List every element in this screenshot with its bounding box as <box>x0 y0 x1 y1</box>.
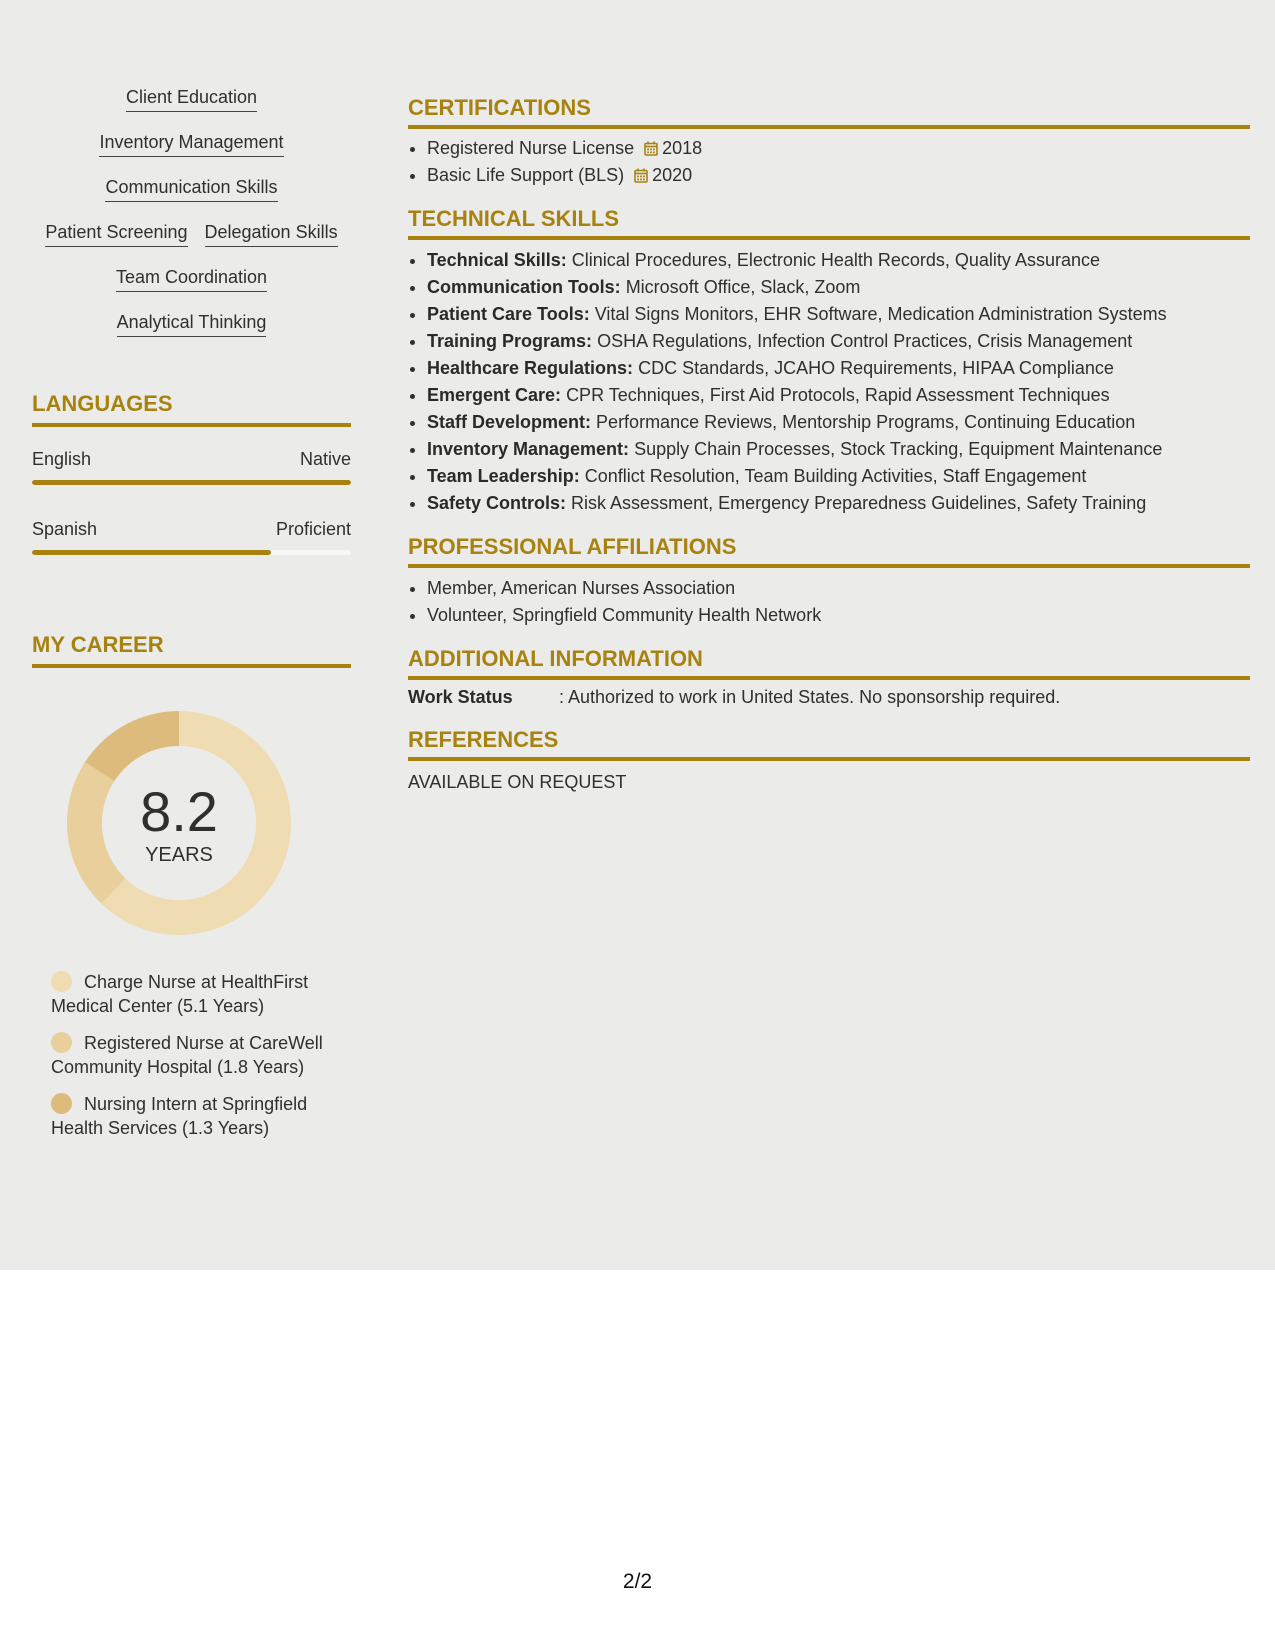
career-legend <box>51 970 341 1153</box>
skill-tag: Communication Skills <box>105 176 277 202</box>
languages-heading: LANGUAGES <box>32 391 351 427</box>
technical-skill-label: Safety Controls: <box>427 493 567 513</box>
technical-skill-label: Staff Development: <box>427 412 592 432</box>
certification-year: 2018 <box>662 138 703 158</box>
language-level: Native <box>299 449 351 469</box>
donut-center <box>66 710 292 936</box>
language-level: Proficient <box>275 519 351 539</box>
language-item <box>32 519 351 555</box>
career-legend-item <box>51 1031 341 1079</box>
technical-skills-heading: TECHNICAL SKILLS <box>408 206 1250 240</box>
certification-item <box>427 135 1269 162</box>
calendar-icon <box>644 141 658 156</box>
technical-skill-item <box>427 409 1269 436</box>
technical-skill-label: Team Leadership: <box>427 466 580 486</box>
technical-skill-value: Risk Assessment, Emergency Preparedness Guidelines, Safety Training <box>571 493 1147 513</box>
career-legend-item <box>51 1092 341 1140</box>
technical-skill-label: Inventory Management: <box>427 439 630 459</box>
technical-skill-value: CDC Standards, JCAHO Requirements, HIPAA Compliance <box>638 358 1114 378</box>
skills-tag-cloud <box>32 86 351 356</box>
work-status-row <box>408 687 1060 708</box>
certification-year: 2020 <box>652 165 693 185</box>
skill-row <box>32 311 351 356</box>
technical-skill-label: Patient Care Tools: <box>427 304 590 324</box>
technical-skill-value: Clinical Procedures, Electronic Health Records, Quality Assurance <box>571 250 1100 270</box>
certifications-heading: CERTIFICATIONS <box>408 95 1250 129</box>
skill-tag: Delegation Skills <box>205 221 338 247</box>
language-row <box>32 519 351 540</box>
skill-tag: Client Education <box>126 86 257 112</box>
technical-skill-label: Training Programs: <box>427 331 593 351</box>
technical-skill-value: Supply Chain Processes, Stock Tracking, Equipment Maintenance <box>634 439 1163 459</box>
affiliation-item: • Volunteer, Springfield Community Health Network <box>427 602 1269 629</box>
skill-row <box>32 221 351 266</box>
technical-skill-item <box>427 301 1269 328</box>
affiliations-heading: PROFESSIONAL AFFILIATIONS <box>408 534 1250 568</box>
skill-row <box>32 86 351 131</box>
language-level-track <box>32 480 351 485</box>
language-row <box>32 449 351 470</box>
language-level-fill <box>32 550 271 555</box>
technical-skill-item <box>427 382 1269 409</box>
certification-name: Basic Life Support (BLS) <box>427 165 625 185</box>
additional-info-heading: ADDITIONAL INFORMATION <box>408 646 1250 680</box>
legend-color-dot <box>51 1032 72 1053</box>
skill-tag: Team Coordination <box>116 266 267 292</box>
legend-color-dot <box>51 1093 72 1114</box>
work-status-value: : Authorized to work in United States. No sponsorship required. <box>559 687 1061 707</box>
language-level-track <box>32 550 351 555</box>
skill-row <box>32 131 351 176</box>
affiliation-item: • Member, American Nurses Association <box>427 575 1269 602</box>
skill-row <box>32 266 351 311</box>
work-status-label: Work Status <box>408 687 513 707</box>
technical-skill-label: Healthcare Regulations: <box>427 358 634 378</box>
technical-skill-label: Communication Tools: <box>427 277 621 297</box>
career-total-unit: YEARS <box>145 843 213 866</box>
certification-item <box>427 162 1269 189</box>
technical-skill-label: Emergent Care: <box>427 385 562 405</box>
technical-skill-value: Microsoft Office, Slack, Zoom <box>625 277 861 297</box>
career-legend-label: Nursing Intern at Springfield Health Services (1.3 Years) <box>51 1094 308 1138</box>
technical-skill-value: Performance Reviews, Mentorship Programs, Continuing Education <box>596 412 1136 432</box>
legend-color-dot <box>51 971 72 992</box>
affiliations-list <box>408 575 1269 629</box>
technical-skill-label: Technical Skills: <box>427 250 567 270</box>
career-legend-label: Registered Nurse at CareWell Community Hospital (1.8 Years) <box>51 1033 323 1077</box>
career-legend-item <box>51 970 341 1018</box>
certifications-list <box>408 135 1269 189</box>
technical-skill-value: CPR Techniques, First Aid Protocols, Rapid Assessment Techniques <box>566 385 1110 405</box>
technical-skill-item <box>427 355 1269 382</box>
language-name: English <box>32 449 92 469</box>
certification-name: Registered Nurse License <box>427 138 635 158</box>
technical-skill-value: Conflict Resolution, Team Building Activities, Staff Engagement <box>584 466 1087 486</box>
technical-skills-list <box>408 247 1269 517</box>
technical-skill-item <box>427 247 1269 274</box>
skill-tag: Inventory Management <box>99 131 283 157</box>
technical-skill-value: Vital Signs Monitors, EHR Software, Medication Administration Systems <box>594 304 1167 324</box>
skill-tag: Analytical Thinking <box>117 311 267 337</box>
technical-skill-value: OSHA Regulations, Infection Control Practices, Crisis Management <box>597 331 1133 351</box>
technical-skill-item <box>427 274 1269 301</box>
technical-skill-item <box>427 436 1269 463</box>
calendar-icon <box>634 168 648 183</box>
language-level-fill <box>32 480 351 485</box>
career-donut-chart <box>66 710 292 936</box>
page-number: 2/2 <box>622 1570 653 1593</box>
language-name: Spanish <box>32 519 98 539</box>
career-total-value: 8.2 <box>140 779 218 843</box>
skill-row <box>32 176 351 221</box>
technical-skill-item <box>427 463 1269 490</box>
language-item <box>32 449 351 485</box>
skill-tag: Patient Screening <box>45 221 187 247</box>
references-heading: REFERENCES <box>408 727 1250 761</box>
career-heading: MY CAREER <box>32 632 351 668</box>
technical-skill-item <box>427 490 1269 517</box>
technical-skill-item <box>427 328 1269 355</box>
references-text: AVAILABLE ON REQUEST <box>408 772 627 792</box>
career-legend-label: Charge Nurse at HealthFirst Medical Center (5.1 Years) <box>51 972 309 1016</box>
